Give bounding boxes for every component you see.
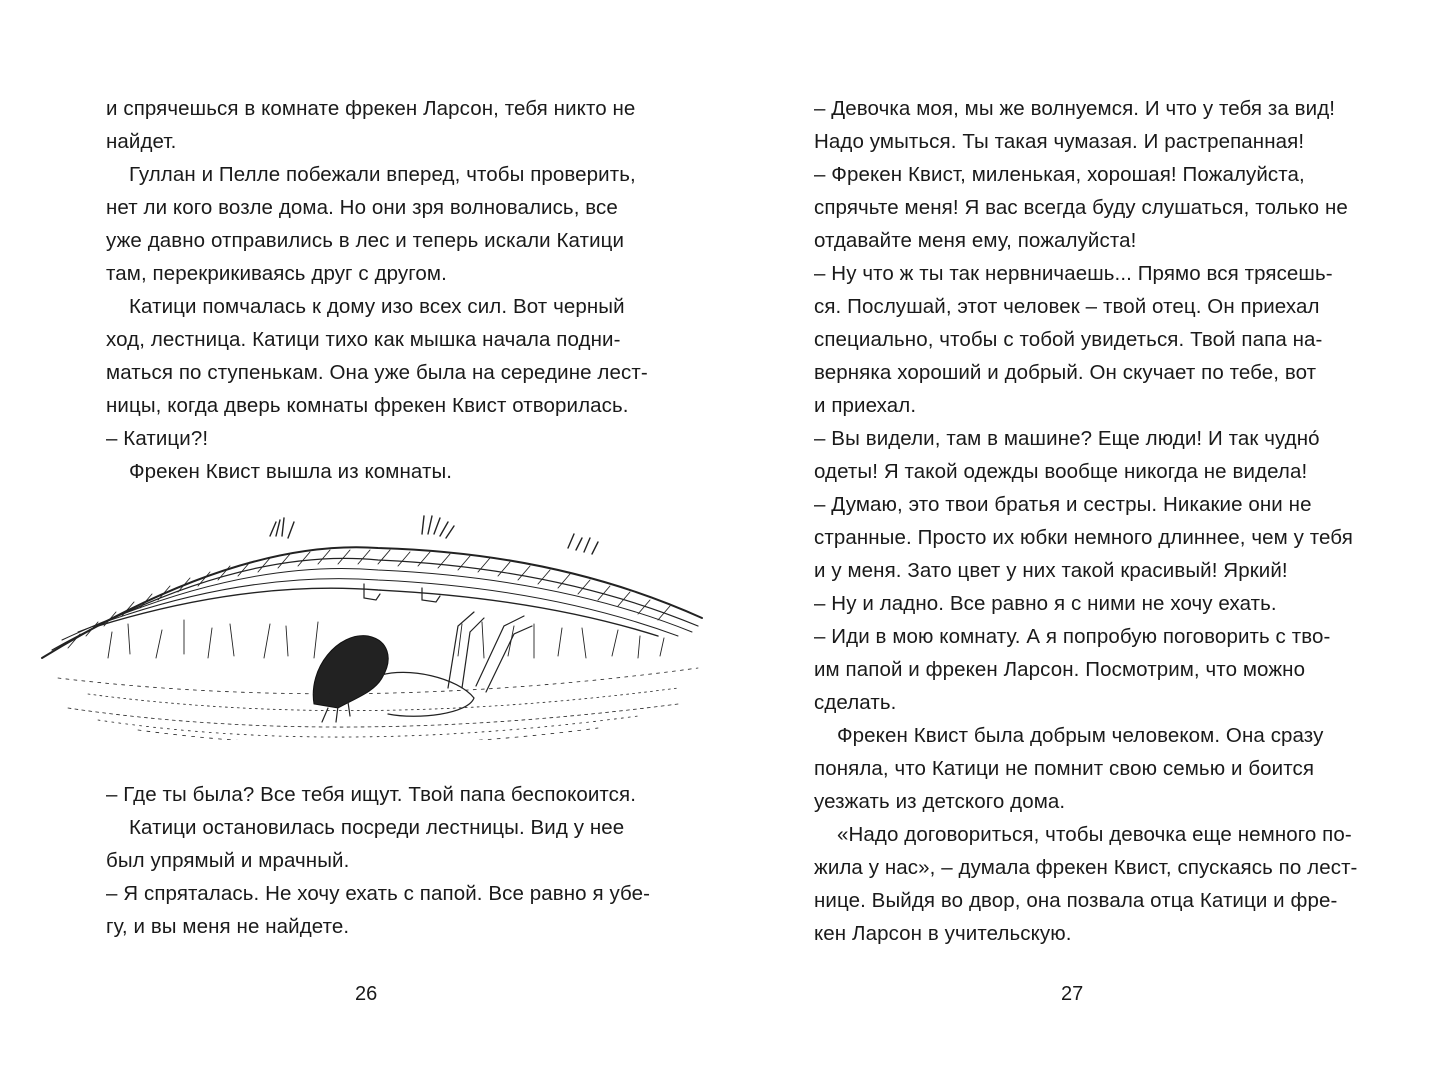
text-line: ход, лестница. Катици тихо как мышка начала подни- [106, 328, 621, 351]
text-line: кен Ларсон в учительскую. [814, 922, 1072, 945]
text-line: – Где ты была? Все тебя ищут. Твой папа беспокоится. [106, 783, 637, 806]
text-line: нице. Выйдя во двор, она позвала отца Катици и фре- [814, 889, 1338, 912]
text-line: Катици помчалась к дому изо всех сил. Вот черный [129, 295, 625, 318]
text-line: – Ну что ж ты так нервничаешь... Прямо вся трясешь- [814, 262, 1333, 285]
text-line: жила у нас», – думала фрекен Квист, спускаясь по лест- [814, 856, 1358, 879]
text-line: там, перекрикиваясь друг с другом. [106, 262, 447, 285]
text-line: найдет. [106, 130, 177, 153]
text-line: Фрекен Квист была добрым человеком. Она сразу [837, 724, 1324, 747]
text-line: – Катици?! [106, 427, 209, 450]
text-line: сделать. [814, 691, 897, 714]
text-line: поняла, что Катици не помнит свою семью и боится [814, 757, 1315, 780]
page-number: 26 [355, 983, 378, 1005]
text-line: ницы, когда дверь комнаты фрекен Квист отворилась. [106, 394, 629, 417]
text-line: и у меня. Зато цвет у них такой красивый! Яркий! [814, 559, 1288, 582]
text-line: был упрямый и мрачный. [106, 849, 350, 872]
text-line: – Иди в мою комнату. А я попробую поговорить с тво- [814, 625, 1331, 648]
text-line: уже давно отправились в лес и теперь искали Катици [106, 229, 625, 252]
text-line: спрячьте меня! Я вас всегда буду слушаться, только не [814, 196, 1348, 219]
text-line: нет ли кого возле дома. Но они зря волновались, все [106, 196, 618, 219]
text-line: – Фрекен Квист, миленькая, хорошая! Пожалуйста, [814, 163, 1305, 186]
page-number: 27 [1061, 983, 1084, 1005]
text-line: Катици остановилась посреди лестницы. Вид у нее [129, 816, 625, 839]
text-line: странные. Просто их юбки немного длиннее, чем у тебя [814, 526, 1353, 549]
text-line: – Я спряталась. Не хочу ехать с папой. Все равно я убе- [106, 882, 651, 905]
text-line: Гуллан и Пелле побежали вперед, чтобы проверить, [129, 163, 636, 186]
text-line: верняка хороший и добрый. Он скучает по тебе, вот [814, 361, 1317, 384]
text-line: – Вы видели, там в машине? Еще люди! И так чудно́ [814, 427, 1320, 450]
text-line: – Ну и ладно. Все равно я с ними не хочу ехать. [814, 592, 1277, 615]
text-line: Фрекен Квист вышла из комнаты. [129, 460, 453, 483]
text-line: специально, чтобы с тобой увидеться. Твой папа на- [814, 328, 1323, 351]
text-line: маться по ступенькам. Она уже была на середине лест- [106, 361, 648, 384]
text-line: отдавайте меня ему, пожалуйста! [814, 229, 1137, 252]
text-line: – Девочка моя, мы же волнуемся. И что у тебя за вид! [814, 97, 1336, 120]
text-line: «Надо договориться, чтобы девочка еще немного по- [837, 823, 1352, 846]
illustration-girl-under-stairs [38, 508, 704, 740]
text-line: им папой и фрекен Ларсон. Посмотрим, что можно [814, 658, 1306, 681]
text-line: одеты! Я такой одежды вообще никогда не видела! [814, 460, 1308, 483]
text-line: уезжать из детского дома. [814, 790, 1066, 813]
text-line: ся. Послушай, этот человек – твой отец. Он приехал [814, 295, 1320, 318]
text-line: и спрячешься в комнате фрекен Ларсон, тебя никто не [106, 97, 636, 120]
text-line: и приехал. [814, 394, 917, 417]
right-page [720, 0, 1440, 1080]
text-line: – Думаю, это твои братья и сестры. Никакие они не [814, 493, 1312, 516]
text-line: Надо умыться. Ты такая чумазая. И растрепанная! [814, 130, 1305, 153]
text-line: гу, и вы меня не найдете. [106, 915, 350, 938]
